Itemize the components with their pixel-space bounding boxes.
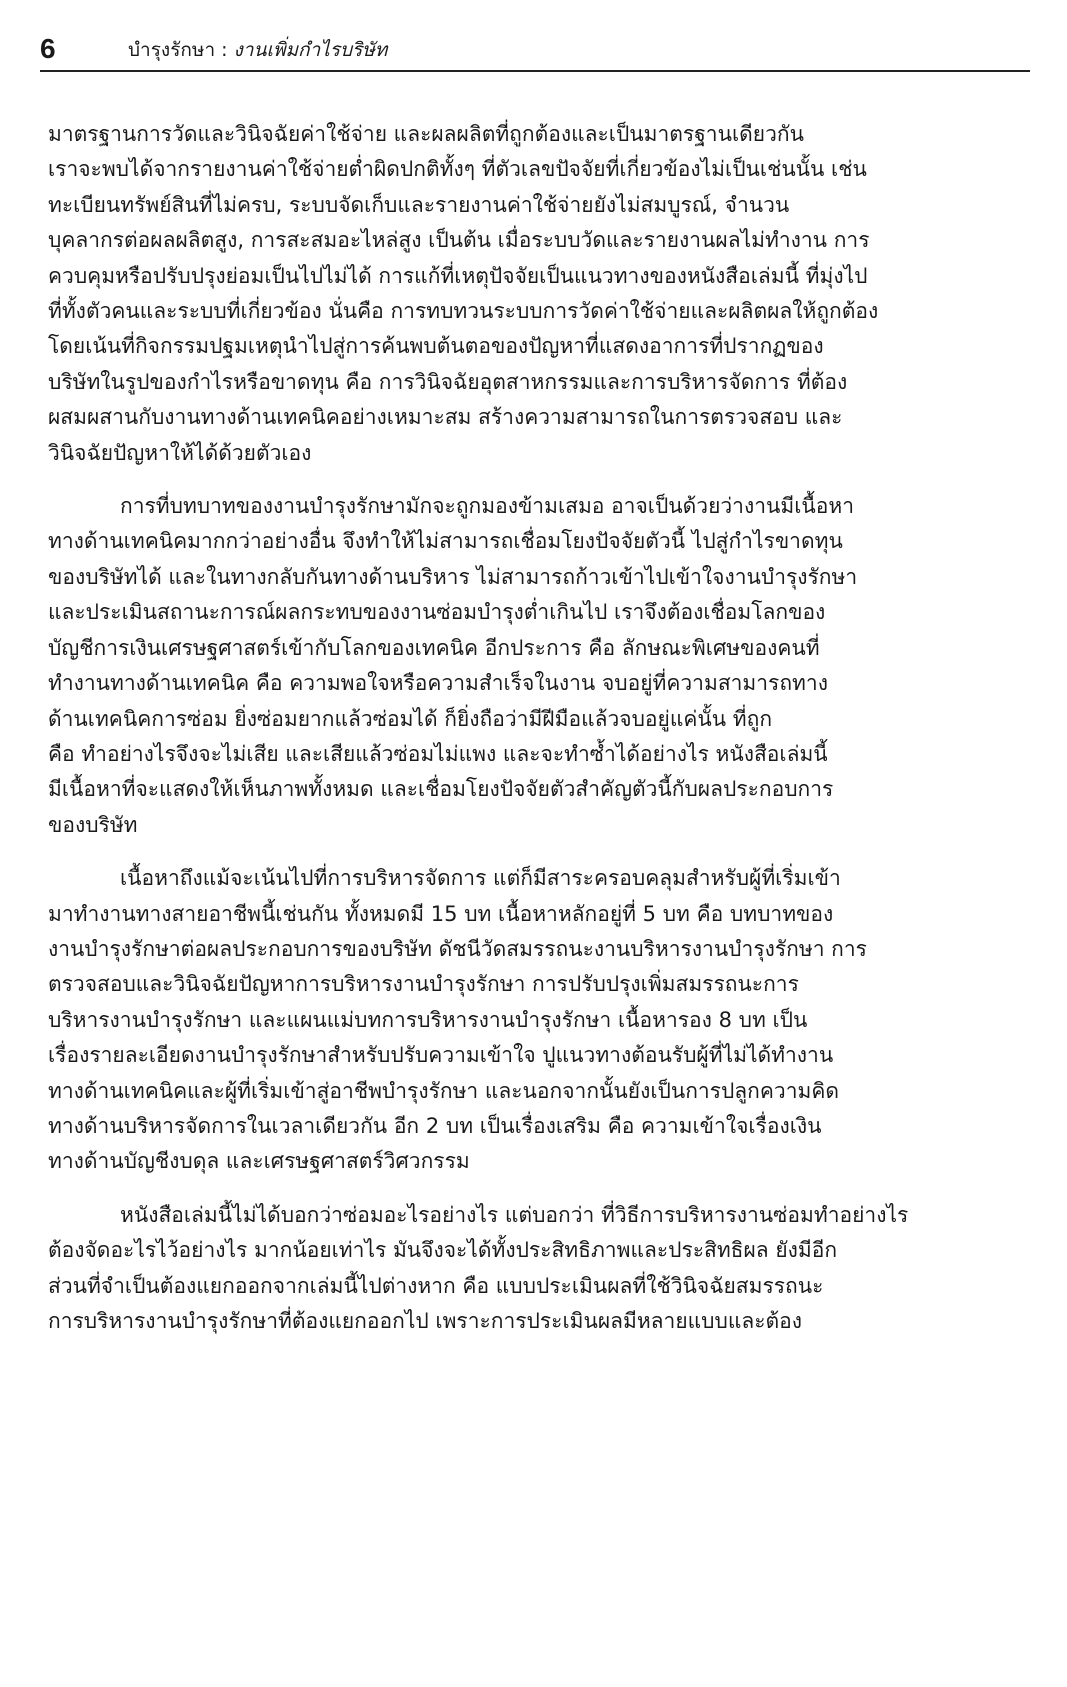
- paragraph-line: การบริหารงานบำรุงรักษาที่ต้องแยกออกไป เพราะการประเมินผลมีหลายแบบและต้อง: [48, 1309, 803, 1333]
- paragraph-line: คือ ทำอย่างไรจึงจะไม่เสีย และเสียแล้วซ่อมไม่แพง และจะทำซ้ำได้อย่างไร หนังสือเล่มนี้: [48, 741, 828, 766]
- paragraph-line: หนังสือเล่มนี้ไม่ได้บอกว่าซ่อมอะไรอย่างไร แต่บอกว่า ที่วิธีการบริหารงานซ่อมทำอย่างไร: [120, 1202, 909, 1227]
- paragraph-line: เรื่องรายละเอียดงานบำรุงรักษาสำหรับปรับความเข้าใจ ปูแนวทางต้อนรับผู้ที่ไม่ได้ทำงาน: [48, 1043, 834, 1068]
- paragraph-line: ทะเบียนทรัพย์สินที่ไม่ครบ, ระบบจัดเก็บและรายงานค่าใช้จ่ายยังไม่สมบูรณ์, จำนวน: [48, 192, 790, 217]
- paragraph-line: เราจะพบได้จากรายงานค่าใช้จ่ายต่ำผิดปกติทั้งๆ ที่ตัวเลขปัจจัยที่เกี่ยวข้องไม่เป็นเช่นนั้น เช่น: [48, 157, 867, 182]
- paragraph: [48, 489, 1020, 843]
- paragraph-line: บุคลากรต่อผลผลิตสูง, การสะสมอะไหล่สูง เป็นต้น เมื่อระบบวัดและรายงานผลไม่ทำงาน การ: [48, 228, 870, 253]
- paragraph-line: ทำงานทางด้านเทคนิค คือ ความพอใจหรือความสำเร็จในงาน จบอยู่ที่ความสามารถทาง: [48, 671, 828, 696]
- paragraph-line: และประเมินสถานะการณ์ผลกระทบของงานซ่อมบำรุงต่ำเกินไป เราจึงต้องเชื่อมโลกของ: [48, 600, 826, 625]
- paragraph-line: ของบริษัท: [48, 812, 138, 837]
- paragraph-line: ของบริษัทได้ และในทางกลับกันทางด้านบริหาร ไม่สามารถก้าวเข้าไปเข้าใจงานบำรุงรักษา: [48, 564, 858, 589]
- paragraph-line: ทางด้านบริหารจัดการในเวลาเดียวกัน อีก 2 บท เป็นเรื่องเสริม คือ ความเข้าใจเรื่องเงิน: [48, 1113, 822, 1138]
- paragraph: [48, 117, 1020, 471]
- paragraph-line: ทางด้านบัญชีงบดุล และเศรษฐศาสตร์วิศวกรรม: [48, 1149, 470, 1174]
- paragraph: [48, 861, 1020, 1180]
- header-divider: [40, 70, 1030, 72]
- paragraph-line: บริหารงานบำรุงรักษา และแผนแม่บทการบริหารงานบำรุงรักษา เนื้อหารอง 8 บท เป็น: [48, 1007, 808, 1032]
- running-head: [128, 36, 387, 64]
- paragraph-line: มาตรฐานการวัดและวินิจฉัยค่าใช้จ่าย และผลผลิตที่ถูกต้องและเป็นมาตรฐานเดียวกัน: [48, 122, 804, 146]
- paragraph-line: มาทำงานทางสายอาชีพนี้เช่นกัน ทั้งหมดมี 15 บท เนื้อหาหลักอยู่ที่ 5 บท คือ บทบาทของ: [48, 901, 834, 926]
- paragraph-line: โดยเน้นที่กิจกรรมปฐมเหตุนำไปสู่การค้นพบต้นตอของปัญหาที่แสดงอาการที่ปรากฏของ: [48, 334, 824, 359]
- paragraph-line: มีเนื้อหาที่จะแสดงให้เห็นภาพทั้งหมด และเชื่อมโยงปัจจัยตัวสำคัญตัวนี้กับผลประกอบการ: [48, 777, 834, 802]
- title-separator: :: [221, 39, 228, 61]
- paragraph-line: ต้องจัดอะไรไว้อย่างไร มากน้อยเท่าไร มันจึงจะได้ทั้งประสิทธิภาพและประสิทธิผล ยังมีอีก: [48, 1238, 838, 1263]
- paragraph-line: ส่วนที่จำเป็นต้องแยกออกจากเล่มนี้ไปต่างหาก คือ แบบประเมินผลที่ใช้วินิจฉัยสมรรถนะ: [48, 1273, 824, 1298]
- paragraph-line: ทางด้านเทคนิคและผู้ที่เริ่มเข้าสู่อาชีพบำรุงรักษา และนอกจากนั้นยังเป็นการปลูกความคิด: [48, 1078, 840, 1103]
- page-header: [40, 26, 1030, 76]
- paragraph-line: ตรวจสอบและวินิจฉัยปัญหาการบริหารงานบำรุงรักษา การปรับปรุงเพิ่มสมรรถนะการ: [48, 972, 799, 997]
- paragraph-line: วินิจฉัยปัญหาให้ได้ด้วยตัวเอง: [48, 440, 312, 465]
- paragraph-line: ผสมผสานกับงานทางด้านเทคนิคอย่างเหมาะสม สร้างความสามารถในการตรวจสอบ และ: [48, 405, 843, 430]
- book-subtitle: งานเพิ่มกำไรบริษัท: [233, 39, 388, 61]
- page-number: 6: [40, 33, 56, 64]
- book-title: บำรุงรักษา: [128, 39, 216, 61]
- paragraph-line: บริษัทในรูปของกำไรหรือขาดทุน คือ การวินิจฉัยอุตสาหกรรมและการบริหารจัดการ ที่ต้อง: [48, 369, 848, 394]
- paragraph-line: การที่บทบาทของงานบำรุงรักษามักจะถูกมองข้ามเสมอ อาจเป็นด้วยว่างานมีเนื้อหา: [120, 494, 854, 519]
- paragraph-line: ที่ทั้งตัวคนและระบบที่เกี่ยวข้อง นั่นคือ การทบทวนระบบการวัดค่าใช้จ่ายและผลิตผลให้ถูกต้อง: [48, 299, 879, 324]
- paragraph: [48, 1198, 1020, 1340]
- body-text: [48, 117, 1020, 1339]
- paragraph-line: ควบคุมหรือปรับปรุงย่อมเป็นไปไม่ได้ การแก้ที่เหตุปัจจัยเป็นแนวทางของหนังสือเล่มนี้ ที่มุ่งไป: [48, 263, 868, 288]
- paragraph-line: บัญชีการเงินเศรษฐศาสตร์เข้ากับโลกของเทคนิค อีกประการ คือ ลักษณะพิเศษของคนที่: [48, 635, 820, 660]
- paragraph-line: งานบำรุงรักษาต่อผลประกอบการของบริษัท ดัชนีวัดสมรรถนะงานบริหารงานบำรุงรักษา การ: [48, 936, 867, 961]
- paragraph-line: ทางด้านเทคนิคมากกว่าอย่างอื่น จึงทำให้ไม่สามารถเชื่อมโยงปัจจัยตัวนี้ ไปสู่กำไรขาดทุน: [48, 529, 843, 554]
- paragraph-line: เนื้อหาถึงแม้จะเน้นไปที่การบริหารจัดการ แต่ก็มีสาระครอบคลุมสำหรับผู้ที่เริ่มเข้า: [120, 866, 841, 891]
- paragraph-line: ด้านเทคนิคการซ่อม ยิ่งซ่อมยากแล้วซ่อมได้ ก็ยิ่งถือว่ามีฝีมือแล้วจบอยู่แค่นั้น ที่ถูก: [48, 706, 773, 731]
